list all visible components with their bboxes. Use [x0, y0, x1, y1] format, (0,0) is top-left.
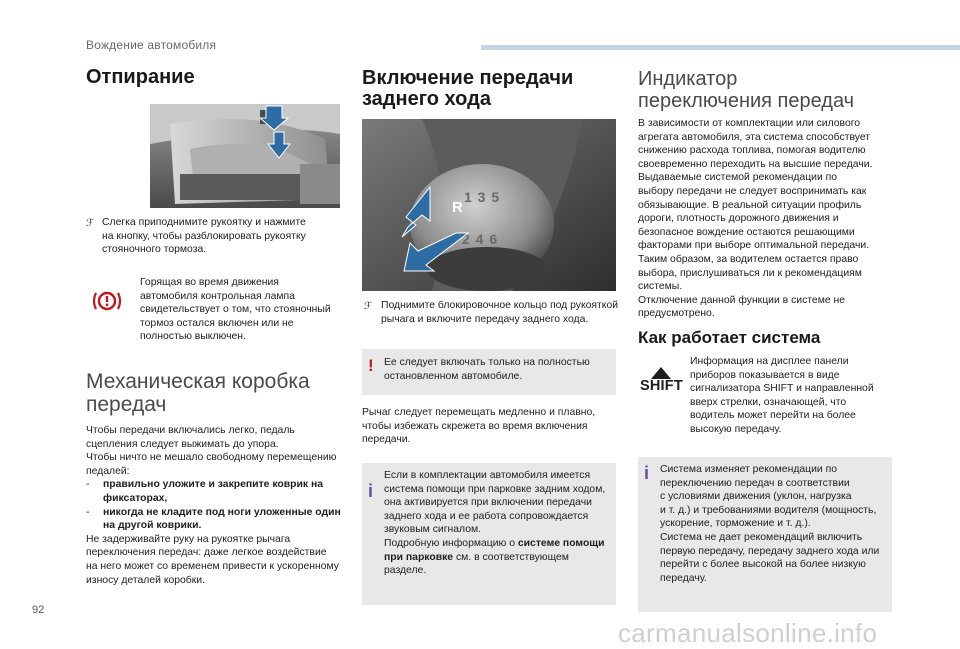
unlock-step-text: Слегка приподнимите рукоятку и нажмите на кнопку, чтобы разблокировать рукоятку стояночного тормоза.	[102, 217, 306, 256]
manual-gearbox-text: Чтобы передачи включались легко, педаль сцепления следует выжимать до упора. Чтобы ничто не мешало свободному перемещению педалей: - правильно уложите и закрепите коврик на фиксаторах, - никогда не кладите под ноги уложенные один на другой коврики. Не задерживайте руку на рукоятке рычага переключения передач: даже легкое воздействие на него может со временем привести к ускоренному износу деталей коробки.	[86, 424, 346, 587]
header-bar	[481, 45, 960, 50]
title-reverse-gear: Включение передачи заднего хода	[362, 67, 574, 110]
parking-brake-warning-icon	[92, 286, 122, 316]
info-box-system	[638, 457, 892, 612]
press-arrows-icon	[260, 104, 298, 160]
reverse-step-text: Поднимите блокировочное кольцо под рукояткой рычага и включите передачу заднего хода.	[381, 300, 619, 325]
shift-indicator-label: SHIFT	[640, 378, 683, 394]
gear-indicator-text: В зависимости от комплектации или силового агрегата автомобиля, эта система способствует снижению расхода топлива, помогая водителю своевременно переходить на высшие передачи. Выдаваемые системой рекомендации по выбору передачи не следует воспринимать как обязывающие. В реальной ситуации профиль дороги, плотность дорожного движения и безопасное вождение остаются решающими факторами при выборе оптимальной передачи. Таким образом, за водителем остается право выбора, прислушиваться ли к рекомендациям системы. Отключение данной функции в системе не предусмотрено.	[638, 118, 873, 320]
knob-label-bottom: 2 4 6	[462, 231, 499, 247]
shift-description: Информация на дисплее панели приборов показывается в виде сигнализатора SHIFT и направленной вверх стрелки, означающей, что водитель может перейти на более высокую передачу.	[690, 356, 874, 435]
handbrake-photo	[150, 104, 340, 208]
warning-text: Ее следует включать только на полностью остановленном автомобиле.	[384, 357, 590, 382]
step-bullet-icon: ℱ	[86, 218, 94, 229]
dash-item: - правильно уложите и закрепите коврик на фиксаторах,	[86, 479, 323, 504]
title-unlock: Отпирание	[86, 66, 195, 88]
subtitle-how-it-works: Как работает система	[638, 328, 821, 347]
brake-lamp-text: Горящая во время движения автомобиля контрольная лампа свидетельствует о том, что стояночный тормоз остался включен или не полностью выключен.	[140, 277, 331, 343]
title-gear-indicator: Индикатор переключения передач	[638, 68, 855, 112]
page-number: 92	[32, 604, 45, 616]
exclamation-icon: !	[368, 356, 374, 375]
info-icon: i	[644, 463, 650, 483]
gear-knob-photo	[362, 119, 616, 291]
system-info-text: Система изменяет рекомендации по переключению передач в соответствии с условиями движения (уклон, нагрузка и т. д.) и требованиями водителя (мощность, ускорение, торможение и т. д.). Система не дает рекомендаций включить первую передачу, передачу заднего хода или перейти с более высокой на более низкую передачу.	[660, 464, 880, 584]
step-bullet-icon: ℱ	[364, 301, 372, 312]
section-header: Вождение автомобиля	[86, 38, 217, 52]
parking-info-text: Если в комплектации автомобиля имеется система помощи при парковке задним ходом, она активируется при включении передачи заднего хода и ее работа сопровождается звуковым сигналом. Подробную информацию о системе помощи при парковке см. в соответствующем разделе.	[384, 470, 606, 577]
watermark: carmanualsonline.info	[618, 618, 878, 648]
reverse-arrows-icon	[382, 181, 472, 273]
info-icon: i	[368, 481, 374, 501]
title-manual-gearbox: Механическая коробка передач	[86, 370, 310, 416]
knob-label-top: 1 3 5	[464, 189, 501, 205]
knob-label-r: R	[452, 199, 463, 216]
warning-box	[362, 349, 616, 395]
info-box-parking	[362, 463, 616, 605]
dash-item: - никогда не кладите под ноги уложенные один на другой коврики.	[86, 506, 341, 532]
reverse-para: Рычаг следует перемещать медленно и плавно, чтобы избежать скрежета во время включения передачи.	[362, 407, 596, 446]
